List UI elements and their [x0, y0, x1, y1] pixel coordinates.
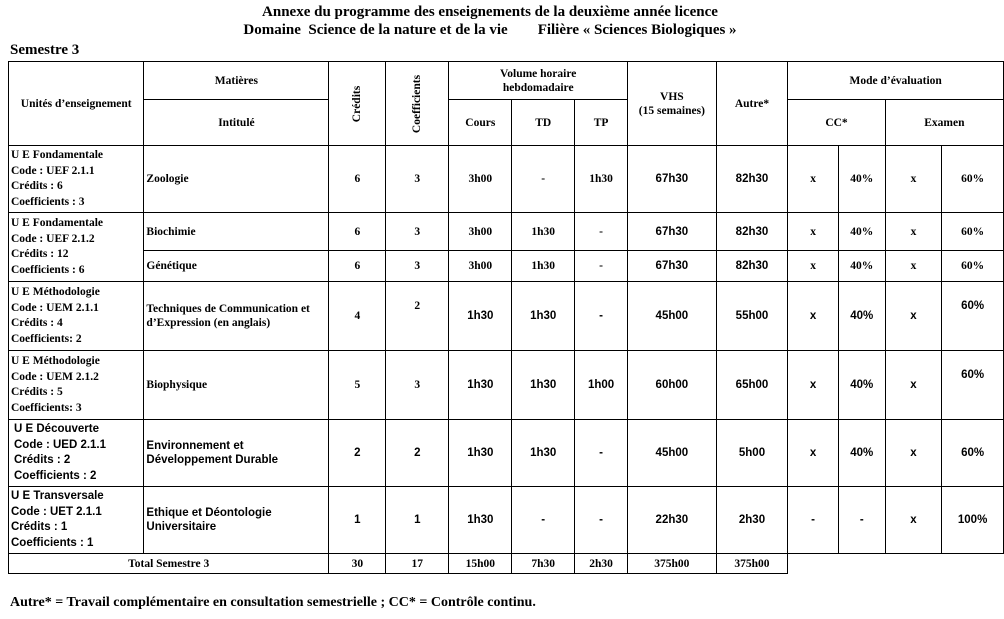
unit-cell: U E Fondamentale Code : UEF 2.1.1 Crédits : 6 Coefficients : 3: [9, 146, 144, 213]
exam-percent: 60%: [942, 351, 1004, 420]
header-volume: Volume horaire hebdomadaire: [449, 62, 628, 100]
table-row: [9, 213, 1004, 251]
exam-mark: x: [885, 420, 942, 487]
cours-value: 3h00: [449, 213, 512, 251]
exam-percent: 60%: [942, 213, 1004, 251]
subject-name: Biophysique: [144, 351, 329, 420]
semester-label: Semestre 3: [10, 42, 80, 58]
coef-value: 1: [386, 487, 449, 554]
header-matieres: Matières: [144, 62, 329, 100]
vhs-value: 67h30: [628, 251, 717, 282]
total-label: Total Semestre 3: [9, 554, 329, 574]
header-td: TD: [512, 100, 575, 146]
tp-value: -: [575, 251, 628, 282]
vhs-value: 22h30: [628, 487, 717, 554]
td-value: 1h30: [512, 420, 575, 487]
cc-mark: x: [788, 213, 839, 251]
td-value: -: [512, 146, 575, 213]
table-row: [9, 146, 1004, 213]
cc-percent: -: [838, 487, 885, 554]
td-value: 1h30: [512, 213, 575, 251]
document-subtitle: [0, 22, 992, 39]
table-row: [9, 351, 1004, 420]
total-credits: 30: [329, 554, 386, 574]
cc-percent: 40%: [838, 213, 885, 251]
vhs-value: 60h00: [628, 351, 717, 420]
autre-value: 2h30: [716, 487, 788, 554]
coef-value: 3: [386, 351, 449, 420]
header-intitule: Intitulé: [144, 100, 329, 146]
td-value: 1h30: [512, 282, 575, 351]
subject-name: Génétique: [144, 251, 329, 282]
autre-value: 82h30: [716, 213, 788, 251]
header-credits: Crédits: [329, 62, 386, 146]
cc-percent: 40%: [838, 420, 885, 487]
cc-mark: x: [788, 251, 839, 282]
header-vhs: VHS (15 semaines): [628, 62, 717, 146]
td-value: 1h30: [512, 251, 575, 282]
header-examen: Examen: [885, 100, 1003, 146]
exam-mark: x: [885, 487, 942, 554]
table-row: [9, 487, 1004, 554]
cc-percent: 40%: [838, 146, 885, 213]
cc-mark: x: [788, 282, 839, 351]
credits-value: 6: [329, 213, 386, 251]
autre-value: 65h00: [716, 351, 788, 420]
table-row: [9, 282, 1004, 351]
cours-value: 1h30: [449, 420, 512, 487]
td-value: 1h30: [512, 351, 575, 420]
coef-value: 3: [386, 251, 449, 282]
header-coefficients: Coefficients: [386, 62, 449, 146]
exam-mark: x: [885, 213, 942, 251]
cours-value: 1h30: [449, 487, 512, 554]
program-table: [8, 61, 1004, 574]
credits-value: 4: [329, 282, 386, 351]
tp-value: -: [575, 487, 628, 554]
domain-label: Domaine Science de la nature et de la vie: [243, 22, 508, 38]
coef-value: 2: [386, 420, 449, 487]
exam-percent: 100%: [942, 487, 1004, 554]
credits-value: 2: [329, 420, 386, 487]
header-cc: CC*: [788, 100, 885, 146]
total-row: [9, 554, 1004, 574]
tp-value: 1h30: [575, 146, 628, 213]
total-vhs: 375h00: [628, 554, 717, 574]
filiere-label: Filière « Sciences Biologiques »: [537, 22, 737, 38]
tp-value: -: [575, 420, 628, 487]
tp-value: 1h00: [575, 351, 628, 420]
exam-percent: 60%: [942, 251, 1004, 282]
footer-note: Autre* = Travail complémentaire en consultation semestrielle ; CC* = Contrôle continu.: [10, 595, 536, 610]
credits-value: 6: [329, 146, 386, 213]
autre-value: 82h30: [716, 251, 788, 282]
cc-mark: x: [788, 351, 839, 420]
exam-mark: x: [885, 251, 942, 282]
total-tp: 2h30: [575, 554, 628, 574]
cc-percent: 40%: [838, 251, 885, 282]
tp-value: -: [575, 282, 628, 351]
credits-value: 5: [329, 351, 386, 420]
subject-name: Biochimie: [144, 213, 329, 251]
exam-percent: 60%: [942, 146, 1004, 213]
autre-value: 5h00: [716, 420, 788, 487]
cours-value: 3h00: [449, 146, 512, 213]
subject-name: Ethique et Déontologie Universitaire: [144, 487, 329, 554]
unit-cell: U E Méthodologie Code : UEM 2.1.1 Crédits : 4 Coefficients: 2: [9, 282, 144, 351]
header-units: Unités d’enseignement: [9, 62, 144, 146]
cc-mark: -: [788, 487, 839, 554]
cours-value: 3h00: [449, 251, 512, 282]
header-tp: TP: [575, 100, 628, 146]
subject-name: Techniques de Communication et d’Expression (en anglais): [144, 282, 329, 351]
unit-cell: U E Découverte Code : UED 2.1.1 Crédits : 2 Coefficients : 2: [9, 420, 144, 487]
total-td: 7h30: [512, 554, 575, 574]
cc-mark: x: [788, 420, 839, 487]
cours-value: 1h30: [449, 282, 512, 351]
subject-name: Zoologie: [144, 146, 329, 213]
table-row: [9, 420, 1004, 487]
exam-percent: 60%: [942, 420, 1004, 487]
table-row: [9, 251, 1004, 282]
document-title: Annexe du programme des enseignements de la deuxième année licence: [262, 4, 718, 20]
exam-percent: 60%: [942, 282, 1004, 351]
cc-mark: x: [788, 146, 839, 213]
coef-value: 2: [386, 282, 449, 351]
credits-value: 6: [329, 251, 386, 282]
autre-value: 82h30: [716, 146, 788, 213]
cours-value: 1h30: [449, 351, 512, 420]
vhs-value: 45h00: [628, 282, 717, 351]
vhs-value: 67h30: [628, 146, 717, 213]
header-cours: Cours: [449, 100, 512, 146]
header-autre: Autre*: [716, 62, 788, 146]
header-mode: Mode d’évaluation: [788, 62, 1004, 100]
autre-value: 55h00: [716, 282, 788, 351]
total-autre: 375h00: [716, 554, 788, 574]
exam-mark: x: [885, 282, 942, 351]
total-cours: 15h00: [449, 554, 512, 574]
cc-percent: 40%: [838, 351, 885, 420]
credits-value: 1: [329, 487, 386, 554]
total-coef: 17: [386, 554, 449, 574]
exam-mark: x: [885, 146, 942, 213]
unit-cell: U E Méthodologie Code : UEM 2.1.2 Crédits : 5 Coefficients: 3: [9, 351, 144, 420]
vhs-value: 67h30: [628, 213, 717, 251]
tp-value: -: [575, 213, 628, 251]
unit-cell: U E Fondamentale Code : UEF 2.1.2 Crédits : 12 Coefficients : 6: [9, 213, 144, 282]
unit-cell: U E Transversale Code : UET 2.1.1 Crédits : 1 Coefficients : 1: [9, 487, 144, 554]
vhs-value: 45h00: [628, 420, 717, 487]
cc-percent: 40%: [838, 282, 885, 351]
coef-value: 3: [386, 213, 449, 251]
exam-mark: x: [885, 351, 942, 420]
td-value: -: [512, 487, 575, 554]
coef-value: 3: [386, 146, 449, 213]
subject-name: Environnement et Développement Durable: [144, 420, 329, 487]
